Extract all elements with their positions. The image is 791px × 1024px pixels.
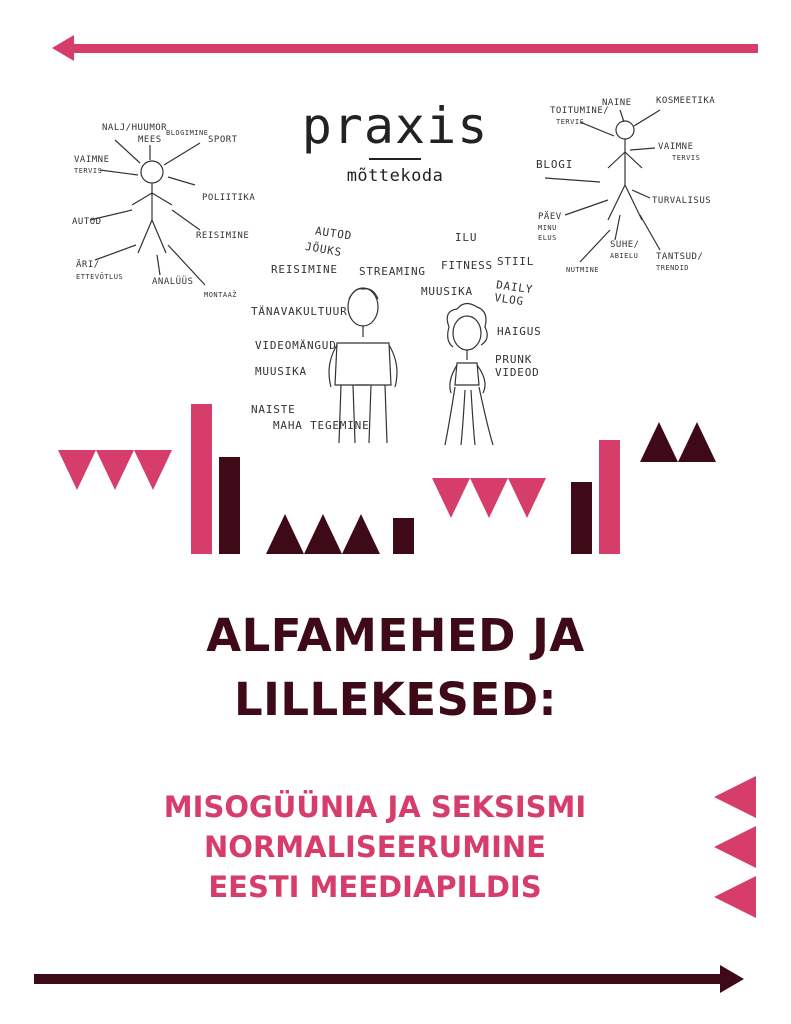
sketch-label: NAISTE — [251, 403, 296, 416]
bottom-arrow-right — [34, 965, 744, 993]
subtitle-line: EESTI MEEDIAPILDIS — [208, 870, 542, 904]
sketch-label: DAILY VLOG — [493, 278, 534, 309]
pink-down-triangles-center — [432, 478, 546, 518]
sketch-label: ABIELU — [610, 252, 639, 260]
sketch-label: TERVIS — [556, 118, 585, 126]
subtitle-line: NORMALISEERUMINE — [204, 830, 546, 864]
sketch-label: PÄEV — [538, 212, 562, 222]
sketch-label: MONTAAŽ — [204, 291, 238, 299]
sketch-label: ANALÜÜS — [152, 277, 194, 287]
sketch-label: TRENDID — [656, 264, 690, 272]
title-line: LILLEKESED: — [233, 673, 558, 726]
sketch-label: HAIGUS — [497, 325, 542, 338]
title-line: ALFAMEHED JA — [206, 609, 585, 662]
maroon-bar-right — [571, 482, 592, 554]
sketch-label: VAIMNE — [74, 155, 110, 165]
logo-divider — [369, 158, 421, 160]
maroon-small-bar — [393, 518, 414, 554]
sketch-label: TANTSUD/ — [656, 252, 704, 262]
pink-bar-right — [599, 440, 620, 554]
sketch-label: AUTOD — [72, 217, 102, 227]
sketch-label: VIDEOMÄNGUD — [255, 339, 337, 352]
pink-bar — [191, 404, 212, 554]
sketch-label: SUHE/ — [610, 240, 640, 250]
page-subtitle — [150, 787, 600, 907]
pink-down-triangles-left — [58, 450, 172, 490]
sketch-label: BLOGI — [536, 158, 574, 171]
praxis-logo — [270, 96, 520, 186]
logo-subtitle: mõttekoda — [346, 165, 444, 186]
sketch-label: TERVIS — [672, 154, 701, 162]
sketch-label: TURVALISUS — [652, 196, 712, 206]
sketch-label: PRUNK VIDEOD — [495, 353, 540, 379]
sketch-label: NALJ/HUUMOR — [102, 123, 168, 133]
sketch-label: MUUSIKA — [255, 365, 307, 378]
maroon-up-triangles-right — [640, 422, 716, 462]
sketch-label: AUTOD — [314, 224, 353, 243]
sketch-label: TOITUMINE/ — [550, 106, 610, 116]
maroon-bar — [219, 457, 240, 554]
sketch-label: ETTEVÕTLUS — [76, 273, 124, 281]
sketch-label: SPORT — [208, 135, 238, 145]
sketch-label: KOSMEETIKA — [656, 96, 716, 106]
logo-wordmark: praxis — [301, 97, 489, 155]
sketch-label: TÄNAVAKULTUUR — [251, 305, 348, 318]
sketch-label: ILU — [455, 231, 478, 244]
sketch-label: MEES — [138, 135, 162, 145]
sketch-label: NUTMINE — [566, 266, 600, 274]
decorative-shapes-band — [0, 400, 791, 570]
sketch-label: POLIITIKA — [202, 193, 256, 203]
sketch-label: STIIL — [497, 255, 535, 268]
sketch-label: MINU — [538, 224, 557, 232]
sketch-label: REISIMINE — [196, 231, 250, 241]
top-arrow-left — [52, 35, 758, 61]
sketch-label: ELUS — [538, 234, 557, 242]
side-left-triangles — [714, 774, 760, 920]
sketch-label: ÄRI/ — [76, 260, 100, 270]
sketch-label: VAIMNE — [658, 142, 694, 152]
maroon-up-triangles — [266, 514, 380, 554]
sketch-label: TERVIS — [74, 167, 103, 175]
sketch-label: JÕUKS — [304, 239, 343, 260]
sketch-label: NAINE — [602, 98, 632, 108]
sketch-man-mindmap — [60, 105, 260, 305]
sketch-label: MAHA TEGEMINE — [273, 419, 370, 432]
sketch-label: REISIMINE — [271, 263, 338, 276]
sketch-label: FITNESS — [441, 259, 493, 272]
page-title — [0, 610, 791, 726]
sketch-label: BLOGIMINE — [166, 129, 209, 137]
subtitle-line: MISOGÜÜNIA JA SEKSISMI — [163, 790, 587, 824]
sketch-label: MUUSIKA — [421, 285, 473, 298]
sketch-label: STREAMING — [359, 265, 426, 278]
